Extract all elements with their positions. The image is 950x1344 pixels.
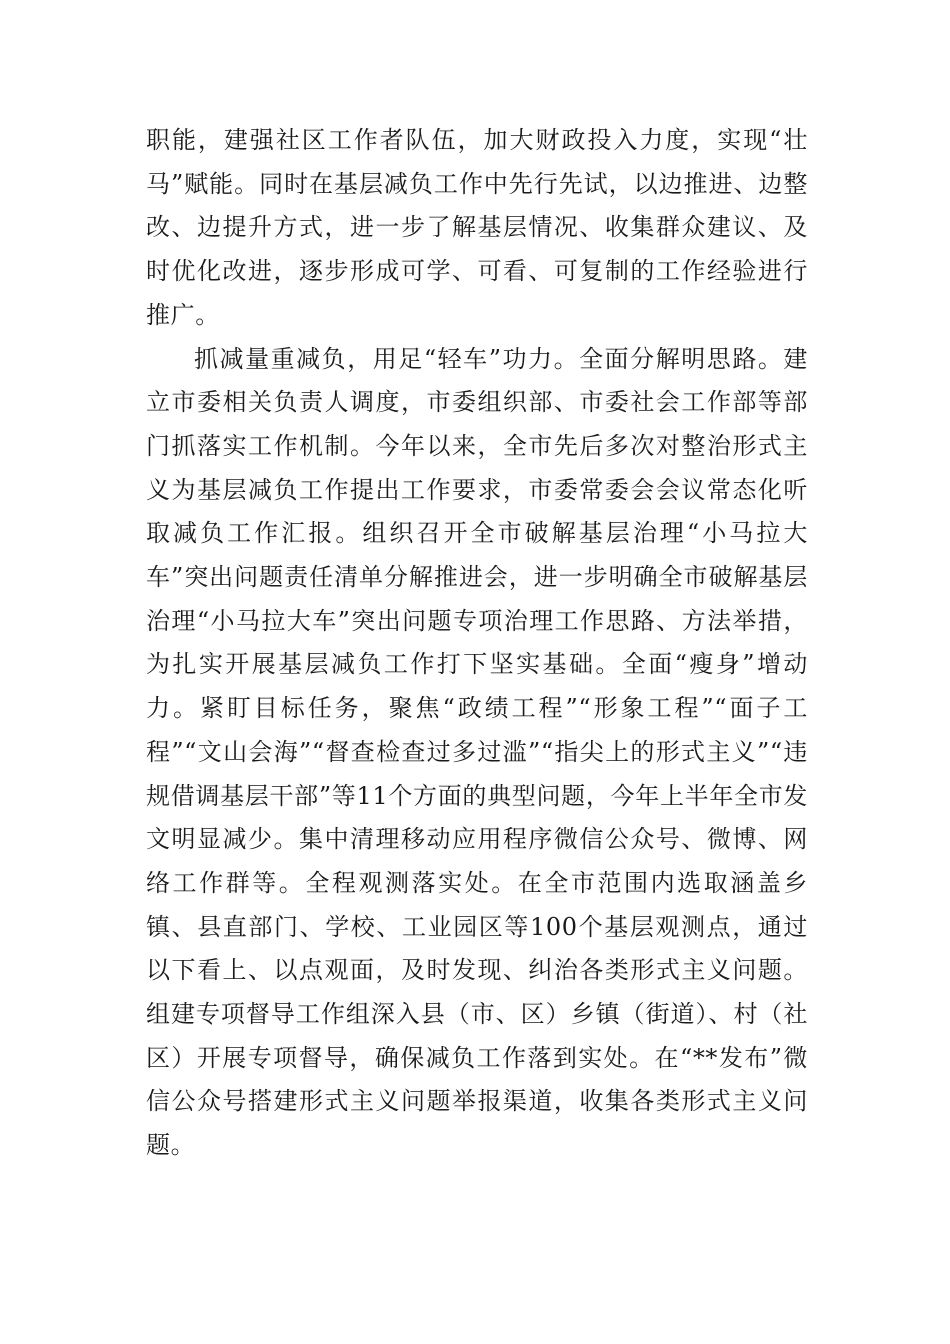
document-body <box>146 119 808 1168</box>
paragraph-reduce-burden: 抓减量重减负，用足“轻车”功力。全面分解明思路。建立市委相关负责人调度，市委组织部、市委社会工作部等部门抓落实工作机制。今年以来，全市先后多次对整治形式主义为基层减负工作提出工作要求，市委常委会会议常态化听取减负工作汇报。组织召开全市破解基层治理“小马拉大车”突出问题责任清单分解推进会，进一步明确全市破解基层治理“小马拉大车”突出问题专项治理工作思路、方法举措，为扎实开展基层减负工作打下坚实基础。全面“瘦身”增动力。紧盯目标任务，聚焦“政绩工程”“形象工程”“面子工程”“文山会海”“督查检查过多过滥”“指尖上的形式主义”“违规借调基层干部”等11个方面的典型问题，今年上半年全市发文明显减少。集中清理移动应用程序微信公众号、微博、网络工作群等。全程观测落实处。在全市范围内选取涵盖乡镇、县直部门、学校、工业园区等100个基层观测点，通过以下看上、以点观面，及时发现、纠治各类形式主义问题。组建专项督导工作组深入县（市、区）乡镇（街道）、村（社区）开展专项督导，确保减负工作落到实处。在“**发布”微信公众号搭建形式主义问题举报渠道，收集各类形式主义问题。 <box>146 344 808 1160</box>
paragraph-continuation: 职能，建强社区工作者队伍，加大财政投入力度，实现“壮马”赋能。同时在基层减负工作中先行先试，以边推进、边整改、边提升方式，进一步了解基层情况、收集群众建议、及时优化改进，逐步形成可学、可看、可复制的工作经验进行推广。 <box>146 126 808 329</box>
